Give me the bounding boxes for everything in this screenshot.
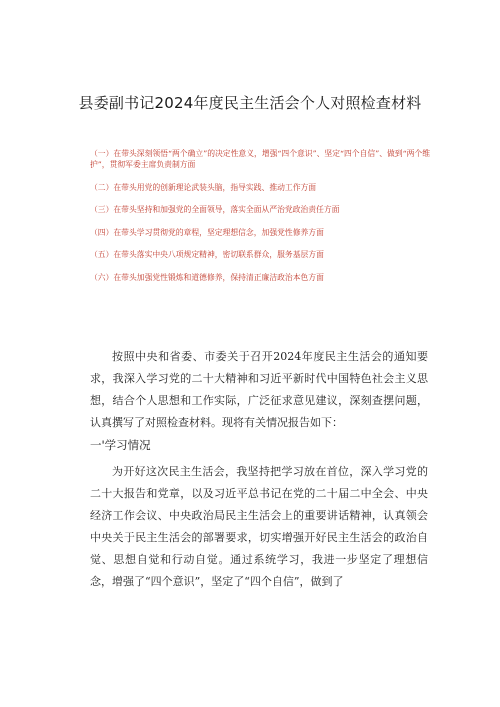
outline-item: （三）在带头坚持和加强党的全面领导，落实全面从严治党政治责任方面 xyxy=(90,205,340,214)
outline-item: （一）在带头深刻领悟“两个确立”的决定性意义，增强“四个意识”、坚定“四个自信”、做到“两个维护”，贯彻军委主席负责制方面 xyxy=(90,149,430,169)
document-title: 县委副书记2024年度民主生活会个人对照检查材料 xyxy=(78,94,422,112)
section-heading: 一'学习情况 xyxy=(90,438,151,452)
outline-item: （二）在带头用党的创新理论武装头脑，指导实践、推动工作方面 xyxy=(90,182,317,192)
outline-item: （六）在带头加强党性锻炼和道德修养，保持清正廉洁政治本色方面 xyxy=(90,272,324,282)
intro-paragraph: 按照中央和省委、市委关于召开2024年度民主生活会的通知要求，我深入学习党的二十大精神和习近平新时代中国特色社会主义思想，结合个人思想和工作实际，广泛征求意见建议，深刻查摆问题，认真撰写了对照检查材料。现将有关情况报告如下： xyxy=(90,350,428,429)
outline-item: （五）在带头落实中央八项规定精神，密切联系群众，服务基层方面 xyxy=(90,250,324,259)
outline-list xyxy=(90,148,430,294)
outline-item: （四）在带头学习贯彻党的章程，坚定理想信念，加强党性修养方面 xyxy=(90,227,324,237)
section-paragraph: 为开好这次民主生活会，我坚持把学习放在首位，深入学习党的二十大报告和党章，以及习近平总书记在党的二十届二中全会、中央经济工作会议、中央政治局民主生活会上的重要讲话精神，认真领会中央关于民主生活会的部署要求，切实增强开好民主生活会的政治自觉、思想自觉和行动自觉。通过系统学习，我进一步坚定了理想信念，增强了“四个意识”，坚定了“四个自信”，做到了 xyxy=(90,465,428,588)
